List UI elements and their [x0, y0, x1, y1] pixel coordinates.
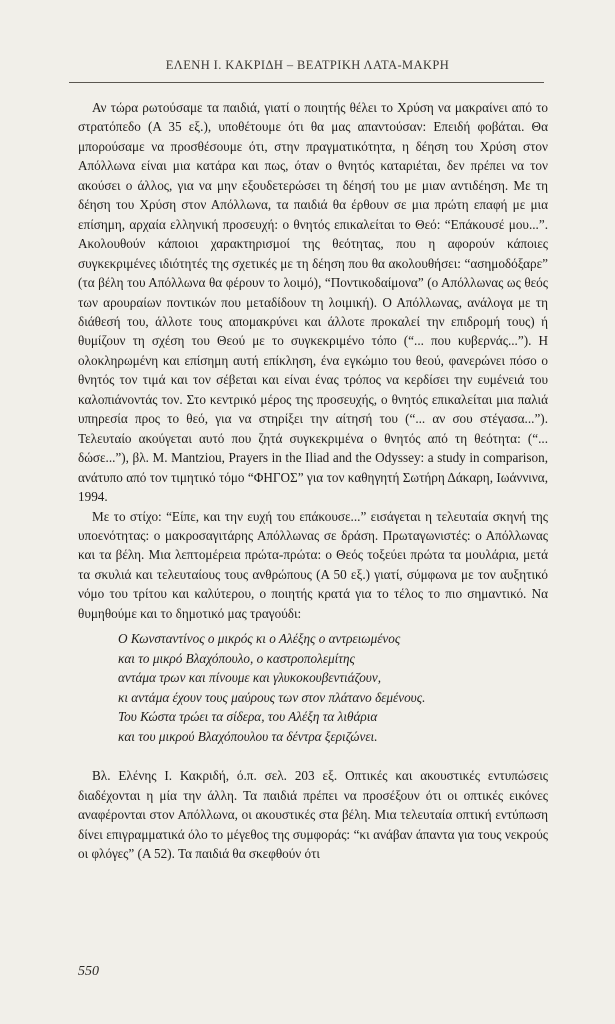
folk-song-quote: [118, 629, 548, 746]
paragraph: Αν τώρα ρωτούσαμε τα παιδιά, γιατί ο ποιητής θέλει το Χρύση να μακραίνει από το στρατόπεδο (Α 35 εξ.), υποθέτουμε ότι θα μας απαντούσαν: Επειδή φοβάται. Θα μπορούσαμε να προσθέσουμε ότι, στην πραγματικότητα, η δέηση του Χρύση στον Απόλλωνα είναι μια κατάρα και πως, όταν ο θνητός καταριέται, δεν πρέπει να τον ακούσει ο άλλος, για να μην εξουδετερώσει τη δέησή του με μιαν αντιδέηση. Με τη δέηση του Χρύση στον Απόλλωνα, τα παιδιά θα έρθουν σε μια πρώτη επαφή με μια επίσημη, αρχαία ελληνική προσευχή: ο θνητός επικαλείται το Θεό: “Επάκουσέ μου...”. Ακολουθούν κάποιοι χαρακτηρισμοί της θεότητας, που η αφορούν κάποιες συγκεκριμένες ιδιότητές της σχετικές με τη δέηση που θα ακολουθήσει: “ασημοδόξαρε” (τα βέλη του Απόλλωνα θα φέρουν το λοιμό), “Ποντικοδαίμονα” (ο Απόλλωνας ως θεός των αρουραίων ποντικών που μεταδίδουν τη λοιμική). Ο Απόλλωνας, ανάλογα με τη διάθεσή του, άλλοτε τους απομακρύνει και άλλοτε προκαλεί την επιδρομή τους) ή θυμίζουν τη σχέση του Θεού με το συγκεκριμένο τόπο (“... που κυβερνάς...”). Η ολοκληρωμένη και επίσημη αυτή επίκληση, ένα εγκώμιο του θεού, φανερώνει πόσο ο θνητός τον τιμά και τον σέβεται και είναι ένας τρόπος να κερδίσει την ευμένειά του καλοπιάνοντάς τον. Στο κεντρικό μέρος της προσευχής, ο θνητός επικαλείται μια παλιά υπηρεσία προς το θεό, για να στηρίξει την αίτησή του (“... αν σου στέγασα...”). Τελευταίο ακούγεται αυτό που ζητά συγκεκριμένα ο θνητός από τη θεότητα: (“... δώσε...”), βλ. M. Mantziou, Prayers in the Iliad and the Odyssey: a study in comparison, ανάτυπο από τον τιμητικό τόμο “ΦΗΓΟΣ” για τον καθηγητή Σωτήρη Δάκαρη, Ιωάννινα, 1994.: [78, 100, 548, 505]
poem-line: Του Κώστα τρώει τα σίδερα, του Αλέξη τα λιθάρια: [118, 709, 378, 725]
poem-line: Ο Κωνσταντίνος ο μικρός κι ο Αλέξης ο αντρειωμένος: [118, 631, 401, 647]
poem-line: κι αντάμα έχουν τους μαύρους των στον πλάτανο δεμένους.: [118, 689, 426, 705]
page-number: 550: [78, 964, 99, 979]
body-text: [78, 98, 548, 864]
poem-line: και το μικρό Βλαχόπουλο, ο καστροπολεμίτης: [118, 650, 355, 666]
poem-line: αντάμα τρων και πίνουμε και γλυκοκουβεντιάζουν,: [118, 670, 382, 686]
poem-line: και του μικρού Βλαχόπουλου τα δέντρα ξεριζώνει.: [118, 728, 378, 744]
paragraph: Με το στίχο: “Είπε, και την ευχή του επάκουσε...” εισάγεται η τελευταία σκηνή της υποενότητας: ο μακροσαγιτάρης Απόλλωνας σε δράση. Πρωταγωνιστές: ο Απόλλωνας και τα βέλη. Μια λεπτομέρεια πρώτα-πρώτα: ο Θεός τοξεύει πρώτα τα μουλάρια, μετά τα σκυλιά και τελευταίους τους ανθρώπους (Α 50 εξ.) γιατί, σύμφωνα με τον αυξητικό νόμο του τρίτου και καλύτερου, ο ποιητής κρατά για το τέλος το πιο σημαντικό. Να θυμηθούμε και το δημοτικό μας τραγούδι:: [78, 508, 548, 621]
paragraph: Βλ. Ελένης Ι. Κακριδή, ό.π. σελ. 203 εξ. Οπτικές και ακουστικές εντυπώσεις διαδέχονται η μία την άλλη. Τα παιδιά πρέπει να προσέξουν ότι οι οπτικές εικόνες αναφέρονται στον Απόλλωνα, οι ακουστικές στα βέλη. Μια τελευταία οπτική εντύπωση δίνει επιγραμματικά όλο το μέγεθος της συμφοράς: “κι ανάβαν άπαντα για τους νεκρούς οι φλόγες” (Α 52). Τα παιδιά θα σκεφθούν ότι: [78, 768, 548, 862]
running-head: ΕΛΕΝΗ Ι. ΚΑΚΡΙΔΗ – ΒΕΑΤΡΙΚΗ ΛΑΤΑ-ΜΑΚΡΗ: [165, 58, 450, 72]
header-rule: [69, 82, 544, 83]
